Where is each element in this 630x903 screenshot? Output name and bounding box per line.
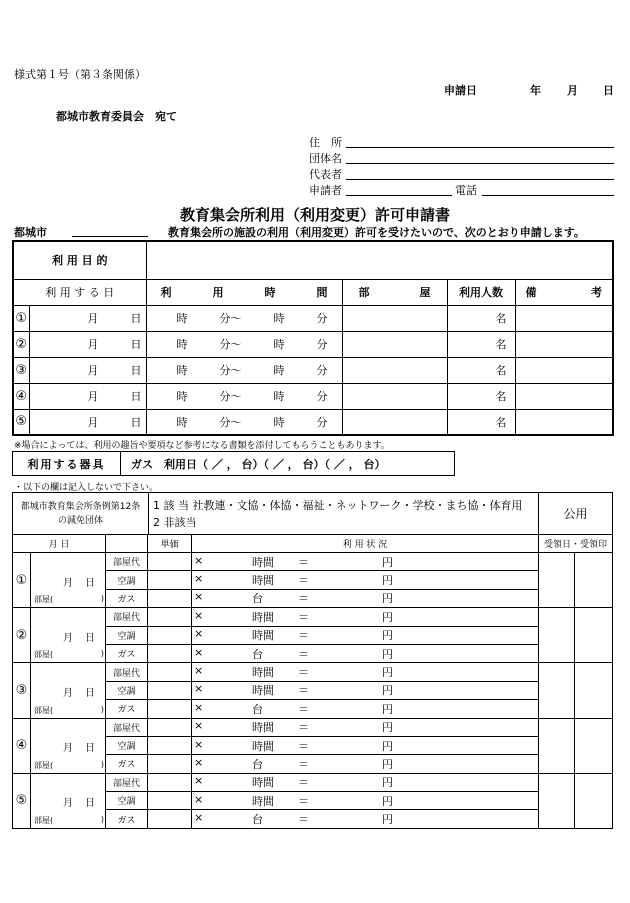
fee-receipt-seal[interactable] [575,718,613,773]
fee-yen: 円 [382,684,393,698]
row-time[interactable] [146,409,342,435]
row-people[interactable]: 名 [447,383,515,409]
fee-times: × [194,664,204,678]
fee-unit: 時間 [252,721,274,735]
fee-month: 月 [63,743,73,755]
fee-yen: 円 [382,666,393,680]
row-hour-start: 時 [176,338,188,351]
row-room[interactable] [342,357,447,383]
fee-header-status: 利 用 状 況 [192,535,539,553]
row-time[interactable] [146,383,342,409]
row-month: 月 [87,338,99,351]
fee-times: × [194,755,204,769]
group-label: 団体名 [309,152,342,165]
city-label: 都城市 [14,226,47,239]
exempt-options[interactable] [149,493,539,535]
fee-day: 日 [85,632,95,644]
fee-unit-price[interactable] [148,571,192,589]
row-hour-start: 時 [176,390,188,403]
header-room-1: 部 [358,286,370,299]
usage-row [13,331,613,357]
fee-unit-price[interactable] [148,792,192,810]
row-number: ④ [13,383,29,409]
date-day: 日 [603,84,614,97]
fee-equals: ＝ [298,592,309,606]
fee-room-label: 部屋( [34,650,54,660]
row-note[interactable] [515,305,613,331]
fee-row [13,773,613,791]
gas-days: 利用日（ ／ ， 台）（ ／ ， 台）（ ／ ， 台） [164,457,386,471]
fee-item-name: ガス [106,644,148,662]
fee-unit: 台 [252,592,263,606]
fee-table [12,534,613,829]
fee-receipt-seal[interactable] [575,608,613,663]
row-people[interactable]: 名 [447,357,515,383]
fee-status[interactable] [192,810,539,828]
applicant-label: 申請者 [309,184,342,197]
row-date[interactable] [29,331,146,357]
fee-equals: ＝ [298,666,309,680]
fee-receipt-date[interactable] [539,553,575,608]
row-room[interactable] [342,305,447,331]
fee-status[interactable] [192,571,539,589]
fee-receipt-date[interactable] [539,608,575,663]
fee-unit-price[interactable] [148,810,192,828]
fee-day: 日 [85,577,95,589]
fee-status[interactable] [192,792,539,810]
fee-group-date[interactable] [31,608,106,663]
fee-day: 日 [85,687,95,699]
fee-item-name: ガス [106,755,148,773]
fee-equals: ＝ [298,555,309,569]
fee-status[interactable] [192,589,539,607]
fee-unit-price[interactable] [148,736,192,754]
fee-status[interactable] [192,718,539,736]
fee-equals: ＝ [298,739,309,753]
fee-equals: ＝ [298,794,309,808]
row-note[interactable] [515,331,613,357]
row-room[interactable] [342,331,447,357]
no-fill-note: ・以下の欄は記入しないで下さい。 [14,483,159,493]
row-month: 月 [87,312,99,325]
fee-status[interactable] [192,700,539,718]
fee-receipt-date[interactable] [539,773,575,828]
fee-group-number: ⑤ [13,773,31,828]
row-hour-start: 時 [176,415,188,429]
row-day: 日 [130,390,142,403]
gas-label: ガス [131,457,153,471]
fee-item-name: 部屋代 [106,718,148,736]
fee-yen: 円 [382,721,393,735]
row-minute-start: 分～ [219,390,242,403]
fee-times: × [194,572,204,586]
row-people[interactable]: 名 [447,331,515,357]
fee-yen: 円 [382,647,393,661]
date-month: 月 [567,84,578,97]
row-number: ③ [13,357,29,383]
fee-unit-price[interactable] [148,681,192,699]
intro-text: 教育集会所の施設の利用（利用変更）許可を受けたいので、次のとおり申請します。 [168,226,585,239]
fee-equals: ＝ [298,610,309,624]
fee-item-name: 部屋代 [106,773,148,791]
fee-equals: ＝ [298,647,309,661]
fee-day: 日 [85,798,95,810]
fee-unit-price[interactable] [148,589,192,607]
header-time-2: 用 [212,286,224,299]
city-blank[interactable] [72,236,148,237]
fee-unit-price[interactable] [148,608,192,626]
fee-month: 月 [63,798,73,810]
fee-yen: 円 [382,776,393,790]
fee-unit: 時間 [252,794,274,808]
row-hour-end: 時 [273,338,285,351]
fee-status[interactable] [192,663,539,681]
usage-row [13,409,613,435]
fee-group-number: ② [13,608,31,663]
row-number: ① [13,305,29,331]
row-hour-end: 時 [273,364,285,377]
row-hour-end: 時 [273,415,285,429]
fee-unit: 時間 [252,776,274,790]
fee-times: × [194,553,204,567]
fee-unit-price[interactable] [148,755,192,773]
fee-header-unit: 単価 [148,535,192,553]
exempt-label-line2: の減免団体 [57,515,103,526]
row-minute-start: 分～ [219,364,242,377]
fee-equals: ＝ [298,813,309,827]
fee-status[interactable] [192,736,539,754]
row-minute-start: 分～ [219,415,242,429]
fee-item-name: 空調 [106,571,148,589]
fee-room-label: 部屋( [34,705,54,715]
fee-room-end: ) [100,649,104,659]
fee-unit: 時間 [252,739,274,753]
row-month: 月 [87,390,99,403]
fee-unit-price[interactable] [148,700,192,718]
usage-row [13,383,613,409]
row-minute-start: 分～ [219,338,242,351]
fee-yen: 円 [382,739,393,753]
header-people: 利用人数 [447,279,515,305]
row-hour-end: 時 [273,312,285,325]
fee-group-date[interactable] [31,773,106,828]
fee-room-end: ) [100,759,104,769]
fee-item-name: 空調 [106,736,148,754]
fee-times: × [194,627,204,641]
row-room[interactable] [342,409,447,435]
row-time[interactable] [146,331,342,357]
fee-row [13,553,613,571]
fee-equals: ＝ [298,776,309,790]
fee-status[interactable] [192,681,539,699]
fee-item-name: ガス [106,589,148,607]
fee-unit-price[interactable] [148,718,192,736]
fee-unit-price[interactable] [148,626,192,644]
fee-month: 月 [63,577,73,589]
fee-header-receipt: 受領日・受領印 [539,535,613,553]
fee-group-number: ④ [13,718,31,773]
fee-room-end: ) [100,814,104,824]
header-time-4: 間 [316,286,328,299]
exempt-label-line1: 都城市教育集会所条例第12条 [20,501,141,512]
row-date[interactable] [29,409,146,435]
fee-unit-price[interactable] [148,644,192,662]
fee-times: × [194,774,204,788]
equipment-label: 利用する器具 [13,452,121,476]
header-time-1: 利 [160,286,172,299]
fee-equals: ＝ [298,757,309,771]
fee-times: × [194,737,204,751]
fee-unit: 時間 [252,574,274,588]
address-line[interactable] [346,147,614,148]
fee-header-date: 月 日 [13,535,106,553]
fee-unit: 時間 [252,555,274,569]
fee-yen: 円 [382,794,393,808]
fee-yen: 円 [382,610,393,624]
fee-yen: 円 [382,757,393,771]
fee-unit: 台 [252,647,263,661]
fee-unit-price[interactable] [148,553,192,571]
row-hour-end: 時 [273,390,285,403]
header-note-2: 考 [591,286,602,299]
fee-item-name: 部屋代 [106,553,148,571]
fee-equals: ＝ [298,702,309,716]
fee-month: 月 [63,687,73,699]
fee-status[interactable] [192,608,539,626]
row-minute-end: 分 [316,390,328,403]
fee-equals: ＝ [298,574,309,588]
header-room-2: 屋 [419,286,431,299]
fee-yen: 円 [382,592,393,606]
fee-month: 月 [63,632,73,644]
fee-item-name: 空調 [106,681,148,699]
fee-unit: 時間 [252,629,274,643]
fee-unit-price[interactable] [148,773,192,791]
fee-unit: 台 [252,813,263,827]
fee-times: × [194,811,204,825]
row-date[interactable] [29,357,146,383]
exempt-option-1[interactable]: 1 該 当 社教連・文協・体協・福祉・ネットワーク・学校・まち協・体育用 [153,498,523,512]
fee-item-name: 部屋代 [106,663,148,681]
row-time[interactable] [146,357,342,383]
fee-times: × [194,608,204,622]
row-hour-start: 時 [176,312,188,325]
fee-item-name: ガス [106,700,148,718]
row-number: ⑤ [13,409,29,435]
row-people[interactable]: 名 [447,409,515,435]
row-day: 日 [130,312,142,325]
fee-receipt-date[interactable] [539,663,575,718]
fee-times: × [194,719,204,733]
fee-receipt-date[interactable] [539,718,575,773]
representative-label: 代表者 [309,168,342,181]
header-date: 利 用 す る 日 [13,279,146,305]
row-note[interactable] [515,409,613,435]
fee-status[interactable] [192,644,539,662]
official-label: 公用 [539,493,613,535]
fee-yen: 円 [382,813,393,827]
row-minute-end: 分 [316,312,328,325]
fee-group-number: ③ [13,663,31,718]
fee-room-label: 部屋( [34,595,54,605]
row-room[interactable] [342,383,447,409]
fee-times: × [194,590,204,604]
fee-receipt-seal[interactable] [575,553,613,608]
fee-yen: 円 [382,702,393,716]
header-room [342,279,447,305]
fee-status[interactable] [192,773,539,791]
fee-yen: 円 [382,629,393,643]
date-year: 年 [530,84,541,97]
fee-item-name: ガス [106,810,148,828]
form-title: 教育集会所利用（利用変更）許可申請書 [179,206,450,224]
fee-header-item [106,535,148,553]
fee-group-date[interactable] [31,663,106,718]
fee-room-label: 部屋( [34,760,54,770]
fee-group-date[interactable] [31,718,106,773]
row-number: ② [13,331,29,357]
fee-group-date[interactable] [31,553,106,608]
row-day: 日 [130,338,142,351]
phone-line[interactable] [482,195,614,196]
fee-room-end: ) [100,704,104,714]
fee-equals: ＝ [298,629,309,643]
row-day: 日 [130,415,142,429]
fee-yen: 円 [382,574,393,588]
fee-times: × [194,792,204,806]
fee-item-name: 空調 [106,792,148,810]
fee-status[interactable] [192,755,539,773]
fee-times: × [194,700,204,714]
fee-times: × [194,645,204,659]
fee-receipt-seal[interactable] [575,663,613,718]
row-people[interactable]: 名 [447,305,515,331]
row-date[interactable] [29,383,146,409]
date-label: 申請日 [444,84,477,97]
row-note[interactable] [515,383,613,409]
fee-receipt-seal[interactable] [575,773,613,828]
fee-yen: 円 [382,555,393,569]
fee-unit: 時間 [252,610,274,624]
header-time-3: 時 [264,286,276,299]
fee-unit: 台 [252,757,263,771]
exempt-option-2[interactable]: 2 非該当 [153,515,197,529]
fee-room-end: ) [100,594,104,604]
row-minute-end: 分 [316,415,328,429]
row-day: 日 [130,364,142,377]
header-note-1: 備 [525,286,537,299]
row-hour-start: 時 [176,364,188,377]
row-month: 月 [87,415,99,429]
row-date[interactable] [29,305,146,331]
docs-note: ※場合によっては、利用の趣旨や要項など参考になる書類を添付してもらうこともあります。 [14,441,390,451]
fee-unit: 台 [252,702,263,716]
row-time[interactable] [146,305,342,331]
exempt-label [13,493,149,535]
representative-line[interactable] [346,179,614,180]
row-minute-start: 分～ [219,312,242,325]
phone-label: 電話 [455,184,477,197]
fee-row [13,718,613,736]
group-line[interactable] [346,163,614,164]
fee-status[interactable] [192,626,539,644]
fee-day: 日 [85,743,95,755]
address-label: 住 所 [309,136,342,149]
usage-table [12,240,614,436]
usage-row [13,357,613,383]
row-minute-end: 分 [316,338,328,351]
fee-times: × [194,682,204,696]
fee-equals: ＝ [298,684,309,698]
row-note[interactable] [515,357,613,383]
applicant-line[interactable] [346,195,452,196]
header-note [515,279,613,305]
fee-unit: 時間 [252,666,274,680]
fee-equals: ＝ [298,721,309,735]
equipment-gas[interactable] [121,452,455,476]
purpose-field[interactable] [146,241,613,279]
row-month: 月 [87,364,99,377]
equipment-table [12,451,455,476]
addressee: 都城市教育委員会 宛て [56,110,177,123]
fee-unit-price[interactable] [148,663,192,681]
form-code: 様式第１号（第３条関係） [14,68,146,81]
fee-item-name: 空調 [106,626,148,644]
header-time [146,279,342,305]
fee-group-number: ① [13,553,31,608]
fee-row [13,608,613,626]
fee-status[interactable] [192,553,539,571]
fee-room-label: 部屋( [34,815,54,825]
fee-item-name: 部屋代 [106,608,148,626]
fee-unit: 時間 [252,684,274,698]
row-minute-end: 分 [316,364,328,377]
purpose-label: 利 用 目 的 [13,241,146,279]
exempt-table [12,492,613,535]
usage-row [13,305,613,331]
fee-row [13,663,613,681]
